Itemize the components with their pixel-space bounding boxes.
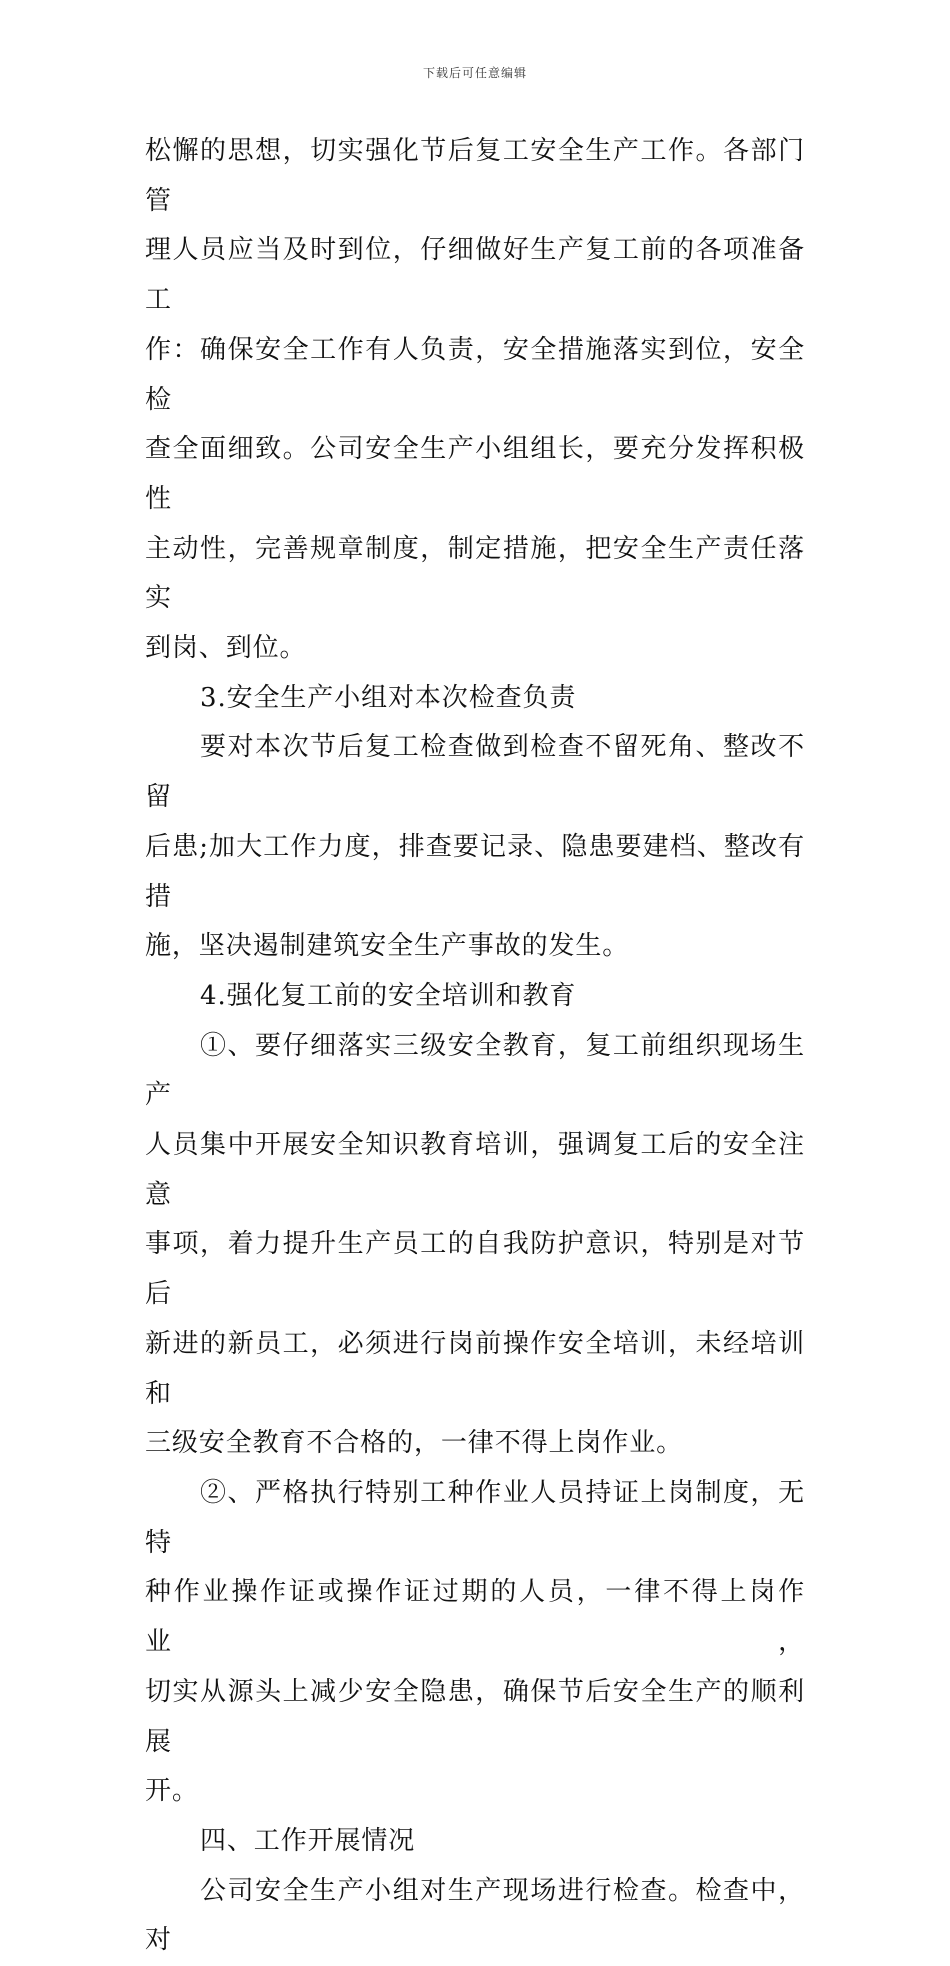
text-line: 松懈的思想，切实强化节后复工安全生产工作。各部门管	[145, 136, 805, 216]
text-line: 要对本次节后复工检查做到检查不留死角、整改不留	[145, 732, 805, 813]
text-line: 查全面细致。公司安全生产小组组长，要充分发挥积极性	[145, 434, 805, 514]
text-line: 新进的新员工，必须进行岗前操作安全培训，未经培训和	[145, 1328, 805, 1409]
paragraph-continuation	[145, 127, 805, 674]
text-line: 后患;加大工作力度，排查要记录、隐患要建档、整改有措	[145, 831, 805, 912]
text-line: 施，坚决遏制建筑安全生产事故的发生。	[145, 931, 630, 962]
text-line: 到岗、到位。	[145, 633, 307, 664]
section-heading: 3.安全生产小组对本次检查负责	[200, 682, 577, 713]
text-line: 主动性，完善规章制度，制定措施，把安全生产责任落实	[145, 533, 805, 614]
text-line: 公司安全生产小组对生产现场进行检查。检查中，对	[145, 1875, 805, 1956]
text-line: 三级安全教育不合格的，一律不得上岗作业。	[145, 1428, 684, 1459]
section-heading: 四、工作开展情况	[200, 1825, 416, 1856]
document-body	[145, 127, 805, 1966]
text-line: ①、要仔细落实三级安全教育，复工前组织现场生产	[145, 1030, 805, 1111]
paragraph	[145, 1867, 805, 1966]
text-line: 切实从源头上减少安全隐患，确保节后安全生产的顺利展	[145, 1676, 805, 1757]
section-heading: 4.强化复工前的安全培训和教育	[200, 980, 577, 1011]
text-line: 作：确保安全工作有人负责，安全措施落实到位，安全检	[145, 334, 805, 415]
text-line: 种作业操作证或操作证过期的人员，一律不得上岗作业，	[145, 1577, 805, 1658]
page-header: 下载后可任意编辑	[422, 66, 527, 80]
text-line: 事项，着力提升生产员工的自我防护意识，特别是对节后	[145, 1229, 805, 1310]
text-line: ②、严格执行特别工种作业人员持证上岗制度，无特	[145, 1477, 805, 1558]
text-line: 人员集中开展安全知识教育培训，强调复工后的安全注意	[145, 1130, 805, 1210]
paragraph	[145, 1022, 805, 1469]
text-line: 开。	[145, 1776, 199, 1807]
text-line: 理人员应当及时到位，仔细做好生产复工前的各项准备工	[145, 235, 805, 316]
paragraph	[145, 723, 805, 972]
paragraph	[145, 1469, 805, 1817]
